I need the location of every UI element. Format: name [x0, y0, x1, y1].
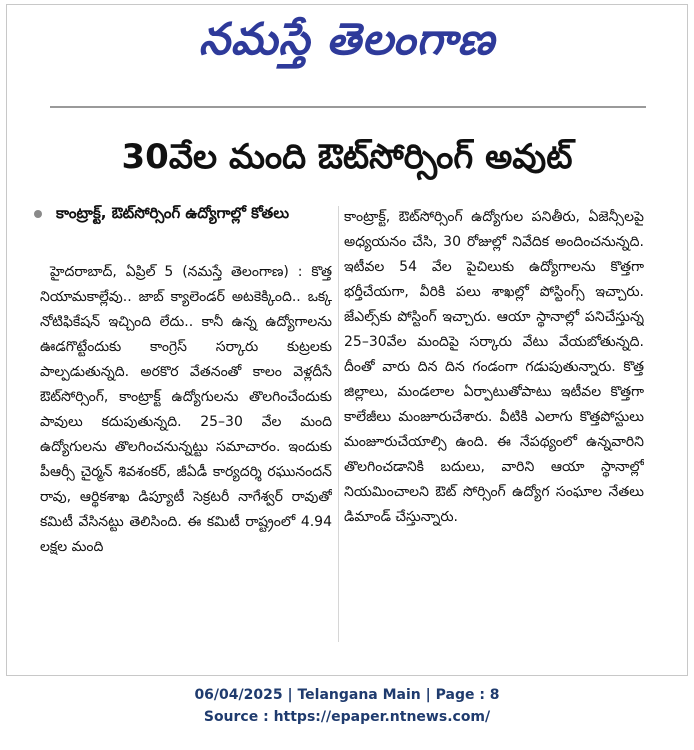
masthead-title: నమస్తే తెలంగాణ [198, 14, 496, 65]
masthead-divider [50, 106, 646, 108]
page-footer [0, 684, 694, 728]
article-subheadline-block [34, 200, 334, 256]
article-headline: 30వేల మంది ఔట్‌సోర్సింగ్ అవుట్ [121, 137, 573, 177]
article-body-left-column: హైదరాబాద్, ఏప్రిల్ 5 (నమస్తే తెలంగాణ) : కొత్త నియామకాల్లేవు.. జాబ్ క్యాలెండర్ అటకెక్కింది.. ఒక్క నోటిఫికేషన్ ఇచ్చింది లేదు.. కానీ ఉన్న ఉద్యోగాలను ఊడగొట్టేందుకు కాంగ్రెస్ సర్కారు కుట్రలకు పాల్పడుతున్నది. అరకొర వేతనంతో కాలం వెళ్లదీసే ఔట్‌సోర్సింగ్, కాంట్రాక్ట్ ఉద్యోగులను తొలగించేందుకు పావులు కదుపుతున్నది. 25–30 వేల మంది ఉద్యోగులను తొలగించనున్నట్టు సమాచారం. ఇందుకు పీఆర్సీ చైర్మన్ శివశంకర్, జీఏడీ కార్యదర్శి రఘునందన్ రావు, ఆర్థికశాఖ డిప్యూటీ సెక్రటరీ నాగేశ్వర్ రావుతో కమిటీ వేసినట్టు తెలిసింది. ఈ కమిటీ రాష్ట్రంలో 4.94 లక్షల మంది [40, 264, 332, 555]
footer-source-line: Source : https://epaper.ntnews.com/ [203, 709, 491, 725]
article-subheadline: కాంట్రాక్ట్, ఔట్‌సోర్సింగ్ ఉద్యోగాల్లో కోతలు [56, 204, 290, 222]
bullet-icon [34, 210, 42, 218]
column-divider [338, 206, 339, 642]
article-body-right-column: కాంట్రాక్ట్, ఔట్‌సోర్సింగ్ ఉద్యోగుల పనితీరు, ఏజెన్సీలపై అధ్యయనం చేసి, 30 రోజుల్లో నివేదిక అందించనున్నది. ఇటీవల 54 వేల పైచిలుకు ఉద్యోగాలను కొత్తగా భర్తీచేయగా, వీరికి పలు శాఖల్లో పోస్టింగ్స్ ఇచ్చారు. జేఎల్స్‌కు పోస్టింగ్ ఇచ్చారు. ఆయా స్థానాల్లో పనిచేస్తున్న 25–30వేల మందిపై సర్కారు వేటు వేయబోతున్నది. దీంతో వారు దిన దిన గండంగా గడుపుతున్నారు. కొత్త జిల్లాలు, మండలాల ఏర్పాటుతోపాటు ఇటీవల కొత్తగా కాలేజీలు మంజూరుచేశారు. వీటికి ఎలాగు కొత్తపోస్టులు మంజూరుచేయాల్సి ఉంది. ఈ నేపథ్యంలో ఉన్నవారిని తొలగించడానికి బదులు, వారిని ఆయా స్థానాల్లో నియమించాలని ఔట్ సోర్సింగ్ ఉద్యోగ సంఘాల నేతలు డిమాండ్ చేస్తున్నారు. [344, 209, 644, 525]
footer-edition-line: 06/04/2025 | Telangana Main | Page : 8 [194, 687, 500, 703]
